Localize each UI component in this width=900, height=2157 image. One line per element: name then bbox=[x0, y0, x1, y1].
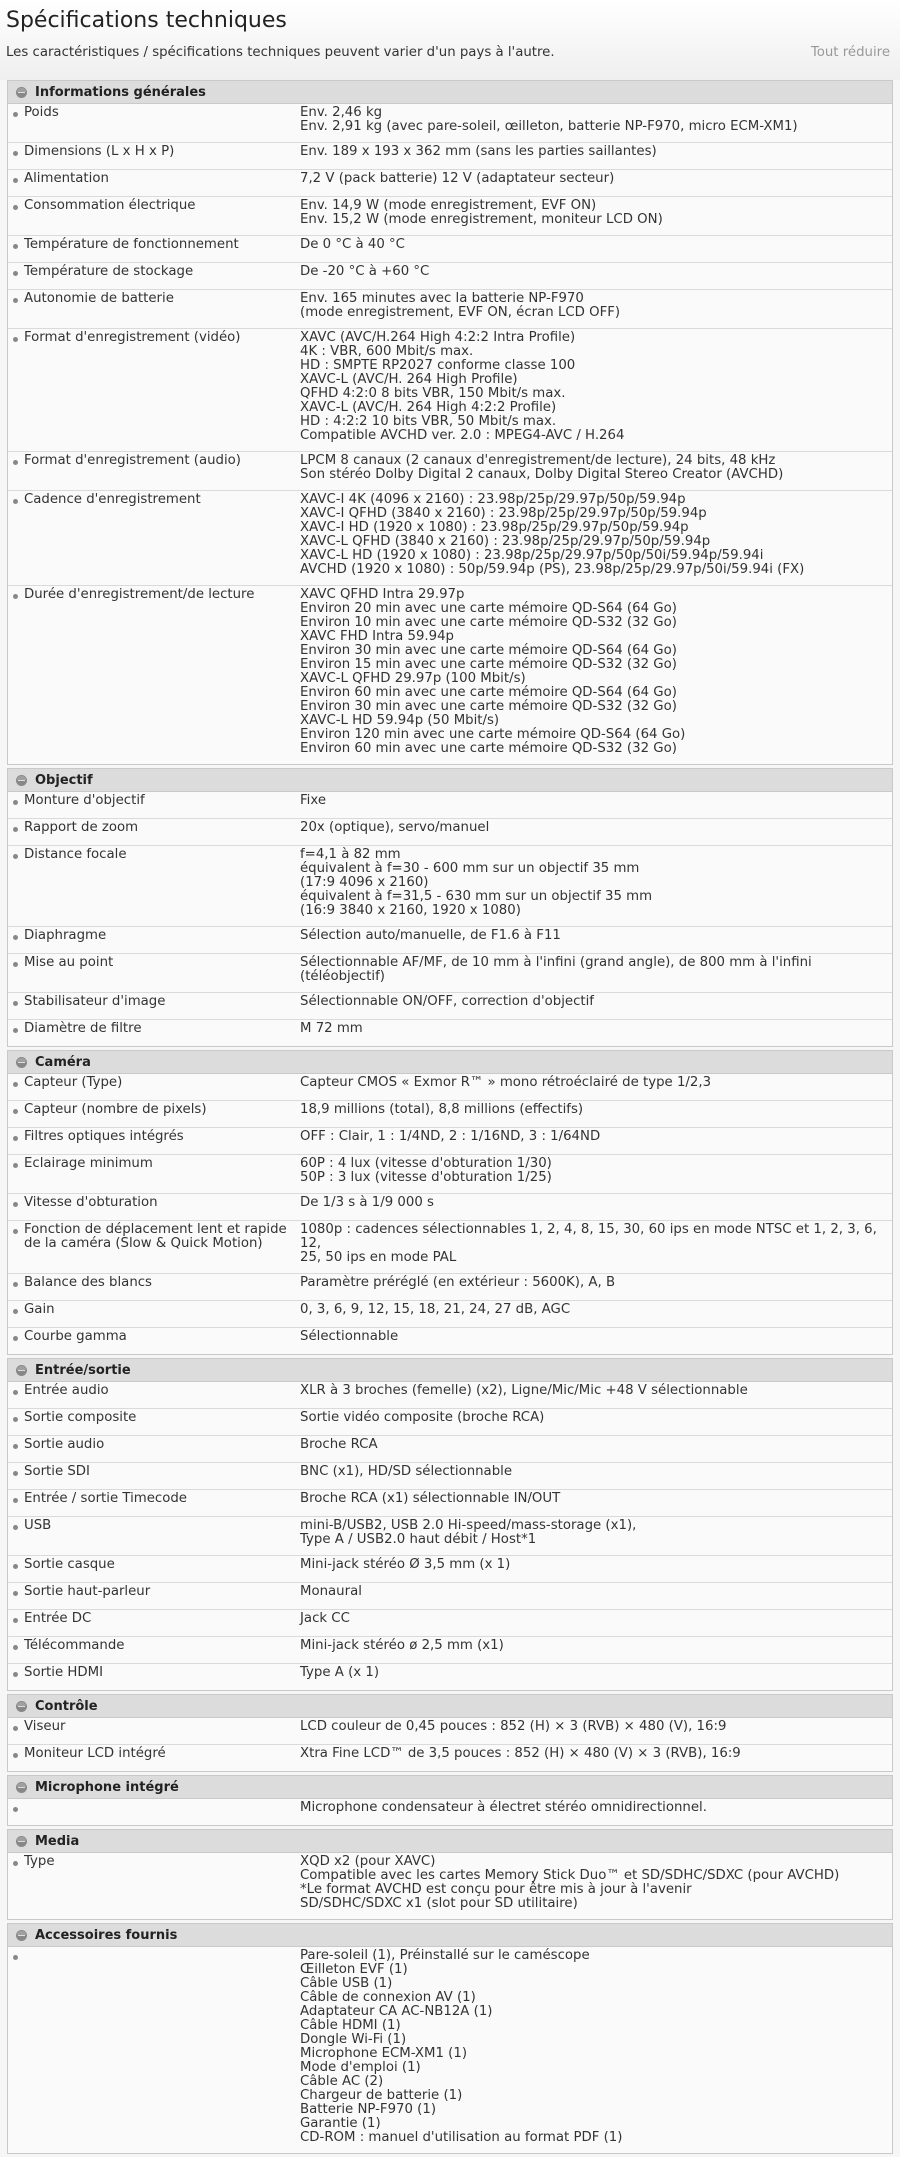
spec-value: Monaural bbox=[300, 1584, 362, 1599]
spec-value: 7,2 V (pack batterie) 12 V (adaptateur secteur) bbox=[300, 171, 615, 186]
spec-name: Entrée DC bbox=[8, 1612, 300, 1628]
spec-value: De 1/3 s à 1/9 000 s bbox=[300, 1195, 434, 1210]
section-title: Accessoires fournis bbox=[35, 1927, 178, 1943]
spec-name: Viseur bbox=[8, 1720, 300, 1736]
spec-row bbox=[8, 1221, 892, 1274]
spec-name: Moniteur LCD intégré bbox=[8, 1747, 300, 1763]
section-header[interactable] bbox=[8, 1051, 892, 1074]
spec-value: Capteur CMOS « Exmor R™ » mono rétroéclairé de type 1/2,3 bbox=[300, 1075, 712, 1090]
spec-name: Vitesse d'obturation bbox=[8, 1196, 300, 1212]
collapse-icon[interactable] bbox=[16, 1836, 27, 1847]
spec-name: Cadence d'enregistrement bbox=[8, 493, 300, 577]
spec-name: Gain bbox=[8, 1303, 300, 1319]
spec-value: De 0 °C à 40 °C bbox=[300, 237, 405, 252]
collapse-icon[interactable] bbox=[16, 1057, 27, 1068]
spec-row bbox=[8, 491, 892, 586]
spec-name: Balance des blancs bbox=[8, 1276, 300, 1292]
spec-value: 60P : 4 lux (vitesse d'obturation 1/30) 50P : 3 lux (vitesse d'obturation 1/25) bbox=[300, 1156, 552, 1185]
spec-row bbox=[8, 1637, 892, 1664]
spec-value: Pare-soleil (1), Préinstallé sur le caméscope Œilleton EVF (1) Câble USB (1) Câble de connexion AV (1) Adaptateur CA AC-NB12A (1) Câble HDMI (1) Dongle Wi-Fi (1) Microphone ECM-XM1 (1) Mode d'emploi (1) Câble AC (2) Chargeur de batterie (1) Batterie NP-F970 (1) Garantie (1) CD-ROM : manuel d'utilisation au format PDF (1) bbox=[300, 1948, 623, 2145]
spec-name: Diamètre de filtre bbox=[8, 1022, 300, 1038]
section-header[interactable] bbox=[8, 1359, 892, 1382]
spec-row bbox=[8, 236, 892, 263]
page-title: Spécifications techniques bbox=[6, 8, 287, 33]
spec-value: Mini-jack stéréo ø 2,5 mm (x1) bbox=[300, 1638, 504, 1653]
section-title: Microphone intégré bbox=[35, 1779, 179, 1795]
spec-value: Sélectionnable AF/MF, de 10 mm à l'infini (grand angle), de 800 mm à l'infini (téléobjectif) bbox=[300, 955, 812, 984]
spec-value: Fixe bbox=[300, 793, 327, 808]
spec-section bbox=[7, 768, 893, 1047]
spec-row bbox=[8, 1409, 892, 1436]
spec-name: Mise au point bbox=[8, 956, 300, 984]
spec-name: Capteur (Type) bbox=[8, 1076, 300, 1092]
spec-value: XQD x2 (pour XAVC) Compatible avec les cartes Memory Stick Duo™ et SD/SDHC/SDXC (pour AVCHD) *Le format AVCHD est conçu pour être mis à jour à l'avenir SD/SDHC/SDXC x1 (slot pour SD utilitaire) bbox=[300, 1854, 840, 1911]
spec-row bbox=[8, 1436, 892, 1463]
section-title: Caméra bbox=[35, 1054, 91, 1070]
section-header[interactable] bbox=[8, 769, 892, 792]
spec-value: Microphone condensateur à électret stéréo omnidirectionnel. bbox=[300, 1800, 707, 1815]
spec-name: USB bbox=[8, 1519, 300, 1547]
spec-name: Monture d'objectif bbox=[8, 794, 300, 810]
spec-name: Format d'enregistrement (vidéo) bbox=[8, 331, 300, 443]
spec-value: Xtra Fine LCD™ de 3,5 pouces : 852 (H) × 480 (V) × 3 (RVB), 16:9 bbox=[300, 1746, 741, 1761]
spec-name: Poids bbox=[8, 106, 300, 134]
spec-name: Sortie HDMI bbox=[8, 1666, 300, 1682]
spec-section bbox=[7, 1829, 893, 1920]
section-header[interactable] bbox=[8, 1924, 892, 1947]
spec-name: Dimensions (L x H x P) bbox=[8, 145, 300, 161]
spec-row bbox=[8, 792, 892, 819]
spec-value: LPCM 8 canaux (2 canaux d'enregistrement/de lecture), 24 bits, 48 kHz Son stéréo Dolby Digital 2 canaux, Dolby Digital Stereo Creator (AVCHD) bbox=[300, 453, 784, 482]
spec-value: Env. 2,46 kg Env. 2,91 kg (avec pare-soleil, œilleton, batterie NP-F970, micro ECM-XM1) bbox=[300, 105, 798, 134]
collapse-icon[interactable] bbox=[16, 775, 27, 786]
spec-name: Type bbox=[8, 1855, 300, 1911]
spec-value: LCD couleur de 0,45 pouces : 852 (H) × 3 (RVB) × 480 (V), 16:9 bbox=[300, 1719, 727, 1734]
spec-row bbox=[8, 1853, 892, 1919]
section-header[interactable] bbox=[8, 1830, 892, 1853]
spec-row bbox=[8, 1020, 892, 1046]
spec-row bbox=[8, 927, 892, 954]
collapse-all-link[interactable]: Tout réduire bbox=[810, 45, 890, 60]
spec-value: XAVC QFHD Intra 29.97p Environ 20 min avec une carte mémoire QD-S64 (64 Go) Environ 10 min avec une carte mémoire QD-S32 (32 Go) XAVC FHD Intra 59.94p Environ 30 min avec une carte mémoire QD-S64 (64 Go) Environ 15 min avec une carte mémoire QD-S32 (32 Go) XAVC-L QFHD 29.97p (100 Mbit/s) Environ 60 min avec une carte mémoire QD-S64 (64 Go) Environ 30 min avec une carte mémoire QD-S32 (32 Go) XAVC-L HD 59.94p (50 Mbit/s) Environ 120 min avec une carte mémoire QD-S64 (64 Go) Environ 60 min avec une carte mémoire QD-S32 (32 Go) bbox=[300, 587, 686, 756]
spec-name: Télécommande bbox=[8, 1639, 300, 1655]
page-header bbox=[0, 0, 900, 80]
spec-section bbox=[7, 80, 893, 765]
section-header[interactable] bbox=[8, 81, 892, 104]
spec-row bbox=[8, 846, 892, 927]
spec-name bbox=[8, 1949, 300, 2145]
spec-row bbox=[8, 1610, 892, 1637]
spec-value: Sélectionnable bbox=[300, 1329, 399, 1344]
spec-value: XLR à 3 broches (femelle) (x2), Ligne/Mic/Mic +48 V sélectionnable bbox=[300, 1383, 748, 1398]
section-title: Entrée/sortie bbox=[35, 1362, 131, 1378]
spec-value: Sortie vidéo composite (broche RCA) bbox=[300, 1410, 545, 1425]
spec-value: f=4,1 à 82 mm équivalent à f=30 - 600 mm sur un objectif 35 mm (17:9 4096 x 2160) équivalent à f=31,5 - 630 mm sur un objectif 35 mm (16:9 3840 x 2160, 1920 x 1080) bbox=[300, 847, 653, 918]
spec-section bbox=[7, 1923, 893, 2154]
section-title: Informations générales bbox=[35, 84, 206, 100]
spec-value: M 72 mm bbox=[300, 1021, 363, 1036]
collapse-icon[interactable] bbox=[16, 1701, 27, 1712]
spec-row bbox=[8, 1799, 892, 1825]
spec-section bbox=[7, 1358, 893, 1691]
spec-value: Sélectionnable ON/OFF, correction d'objectif bbox=[300, 994, 594, 1009]
spec-row bbox=[8, 1517, 892, 1556]
spec-row bbox=[8, 586, 892, 764]
spec-row bbox=[8, 329, 892, 452]
spec-row bbox=[8, 452, 892, 491]
spec-value: 0, 3, 6, 9, 12, 15, 18, 21, 24, 27 dB, AGC bbox=[300, 1302, 571, 1317]
spec-value: BNC (x1), HD/SD sélectionnable bbox=[300, 1464, 513, 1479]
spec-value: Broche RCA bbox=[300, 1437, 378, 1452]
spec-name: Sortie composite bbox=[8, 1411, 300, 1427]
spec-value: De -20 °C à +60 °C bbox=[300, 264, 430, 279]
spec-name: Capteur (nombre de pixels) bbox=[8, 1103, 300, 1119]
spec-row bbox=[8, 1194, 892, 1221]
section-header[interactable] bbox=[8, 1695, 892, 1718]
collapse-icon[interactable] bbox=[16, 87, 27, 98]
section-header[interactable] bbox=[8, 1776, 892, 1799]
spec-sections bbox=[0, 80, 900, 2154]
spec-name: Entrée / sortie Timecode bbox=[8, 1492, 300, 1508]
spec-row bbox=[8, 1155, 892, 1194]
spec-section bbox=[7, 1050, 893, 1355]
spec-name: Durée d'enregistrement/de lecture bbox=[8, 588, 300, 756]
spec-name: Fonction de déplacement lent et rapide de la caméra (Slow & Quick Motion) bbox=[8, 1223, 300, 1265]
spec-row bbox=[8, 1745, 892, 1771]
spec-value: Env. 165 minutes avec la batterie NP-F970 (mode enregistrement, EVF ON, écran LCD OFF) bbox=[300, 291, 621, 320]
spec-row bbox=[8, 1463, 892, 1490]
spec-name bbox=[8, 1801, 300, 1817]
spec-section bbox=[7, 1775, 893, 1826]
spec-row bbox=[8, 1718, 892, 1745]
section-title: Media bbox=[35, 1833, 80, 1849]
spec-value: Type A (x 1) bbox=[300, 1665, 380, 1680]
spec-value: mini-B/USB2, USB 2.0 Hi-speed/mass-storage (x1), Type A / USB2.0 haut débit / Host*1 bbox=[300, 1518, 637, 1547]
spec-value: Env. 14,9 W (mode enregistrement, EVF ON) Env. 15,2 W (mode enregistrement, moniteur LCD ON) bbox=[300, 198, 663, 227]
spec-row bbox=[8, 819, 892, 846]
spec-value: Sélection auto/manuelle, de F1.6 à F11 bbox=[300, 928, 561, 943]
spec-name: Alimentation bbox=[8, 172, 300, 188]
section-title: Objectif bbox=[35, 772, 93, 788]
spec-row bbox=[8, 1490, 892, 1517]
spec-row bbox=[8, 1301, 892, 1328]
spec-name: Eclairage minimum bbox=[8, 1157, 300, 1185]
spec-row bbox=[8, 954, 892, 993]
spec-name: Filtres optiques intégrés bbox=[8, 1130, 300, 1146]
spec-value: OFF : Clair, 1 : 1/4ND, 2 : 1/16ND, 3 : 1/64ND bbox=[300, 1129, 601, 1144]
spec-name: Stabilisateur d'image bbox=[8, 995, 300, 1011]
collapse-icon[interactable] bbox=[16, 1782, 27, 1793]
spec-value: Jack CC bbox=[300, 1611, 350, 1626]
spec-row bbox=[8, 1274, 892, 1301]
spec-row bbox=[8, 993, 892, 1020]
spec-row bbox=[8, 290, 892, 329]
spec-row bbox=[8, 104, 892, 143]
spec-section bbox=[7, 1694, 893, 1772]
spec-value: 18,9 millions (total), 8,8 millions (effectifs) bbox=[300, 1102, 584, 1117]
spec-row bbox=[8, 1382, 892, 1409]
spec-row bbox=[8, 1664, 892, 1690]
spec-value: 20x (optique), servo/manuel bbox=[300, 820, 490, 835]
spec-value: Broche RCA (x1) sélectionnable IN/OUT bbox=[300, 1491, 561, 1506]
spec-row bbox=[8, 197, 892, 236]
page-subtitle: Les caractéristiques / spécifications techniques peuvent varier d'un pays à l'autre. bbox=[6, 45, 555, 60]
spec-name: Sortie SDI bbox=[8, 1465, 300, 1481]
collapse-icon[interactable] bbox=[16, 1930, 27, 1941]
spec-name: Entrée audio bbox=[8, 1384, 300, 1400]
spec-row bbox=[8, 1074, 892, 1101]
spec-row bbox=[8, 1328, 892, 1354]
spec-row bbox=[8, 1101, 892, 1128]
spec-name: Sortie audio bbox=[8, 1438, 300, 1454]
spec-row bbox=[8, 1128, 892, 1155]
spec-row bbox=[8, 263, 892, 290]
spec-value: 1080p : cadences sélectionnables 1, 2, 4, 8, 15, 30, 60 ips en mode NTSC et 1, 2, 3, 6, 12, 25, 50 ips en mode PAL bbox=[300, 1222, 877, 1265]
collapse-icon[interactable] bbox=[16, 1365, 27, 1376]
spec-name: Courbe gamma bbox=[8, 1330, 300, 1346]
spec-name: Température de stockage bbox=[8, 265, 300, 281]
spec-value: Env. 189 x 193 x 362 mm (sans les parties saillantes) bbox=[300, 144, 657, 159]
spec-value: XAVC-I 4K (4096 x 2160) : 23.98p/25p/29.97p/50p/59.94p XAVC-I QFHD (3840 x 2160) : 23.98p/25p/29.97p/50p/59.94p XAVC-I HD (1920 x 1080) : 23.98p/25p/29.97p/50p/59.94p XAVC-L QFHD (3840 x 2160) : 23.98p/25p/29.97p/50p/59.94p XAVC-L HD (1920 x 1080) : 23.98p/25p/29.97p/50p/50i/59.94p/59.94i AVCHD (1920 x 1080) : 50p/59.94p (PS), 23.98p/25p/29.97p/50i/59.94i (FX) bbox=[300, 492, 805, 577]
spec-value: XAVC (AVC/H.264 High 4:2:2 Intra Profile) 4K : VBR, 600 Mbit/s max. HD : SMPTE RP2027 conforme classe 100 XAVC-L (AVC/H. 264 High Profile) QFHD 4:2:0 8 bits VBR, 150 Mbit/s max. XAVC-L (AVC/H. 264 High 4:2:2 Profile) HD : 4:2:2 10 bits VBR, 50 Mbit/s max. Compatible AVCHD ver. 2.0 : MPEG4-AVC / H.264 bbox=[300, 330, 625, 443]
spec-name: Rapport de zoom bbox=[8, 821, 300, 837]
section-title: Contrôle bbox=[35, 1698, 98, 1714]
spec-name: Consommation électrique bbox=[8, 199, 300, 227]
spec-name: Sortie haut-parleur bbox=[8, 1585, 300, 1601]
spec-row bbox=[8, 1583, 892, 1610]
spec-name: Température de fonctionnement bbox=[8, 238, 300, 254]
spec-row bbox=[8, 143, 892, 170]
spec-row bbox=[8, 1947, 892, 2153]
spec-value: Paramètre préréglé (en extérieur : 5600K), A, B bbox=[300, 1275, 616, 1290]
spec-row bbox=[8, 1556, 892, 1583]
spec-name: Autonomie de batterie bbox=[8, 292, 300, 320]
spec-row bbox=[8, 170, 892, 197]
spec-name: Sortie casque bbox=[8, 1558, 300, 1574]
spec-name: Distance focale bbox=[8, 848, 300, 918]
spec-name: Format d'enregistrement (audio) bbox=[8, 454, 300, 482]
spec-value: Mini-jack stéréo Ø 3,5 mm (x 1) bbox=[300, 1557, 511, 1572]
spec-name: Diaphragme bbox=[8, 929, 300, 945]
